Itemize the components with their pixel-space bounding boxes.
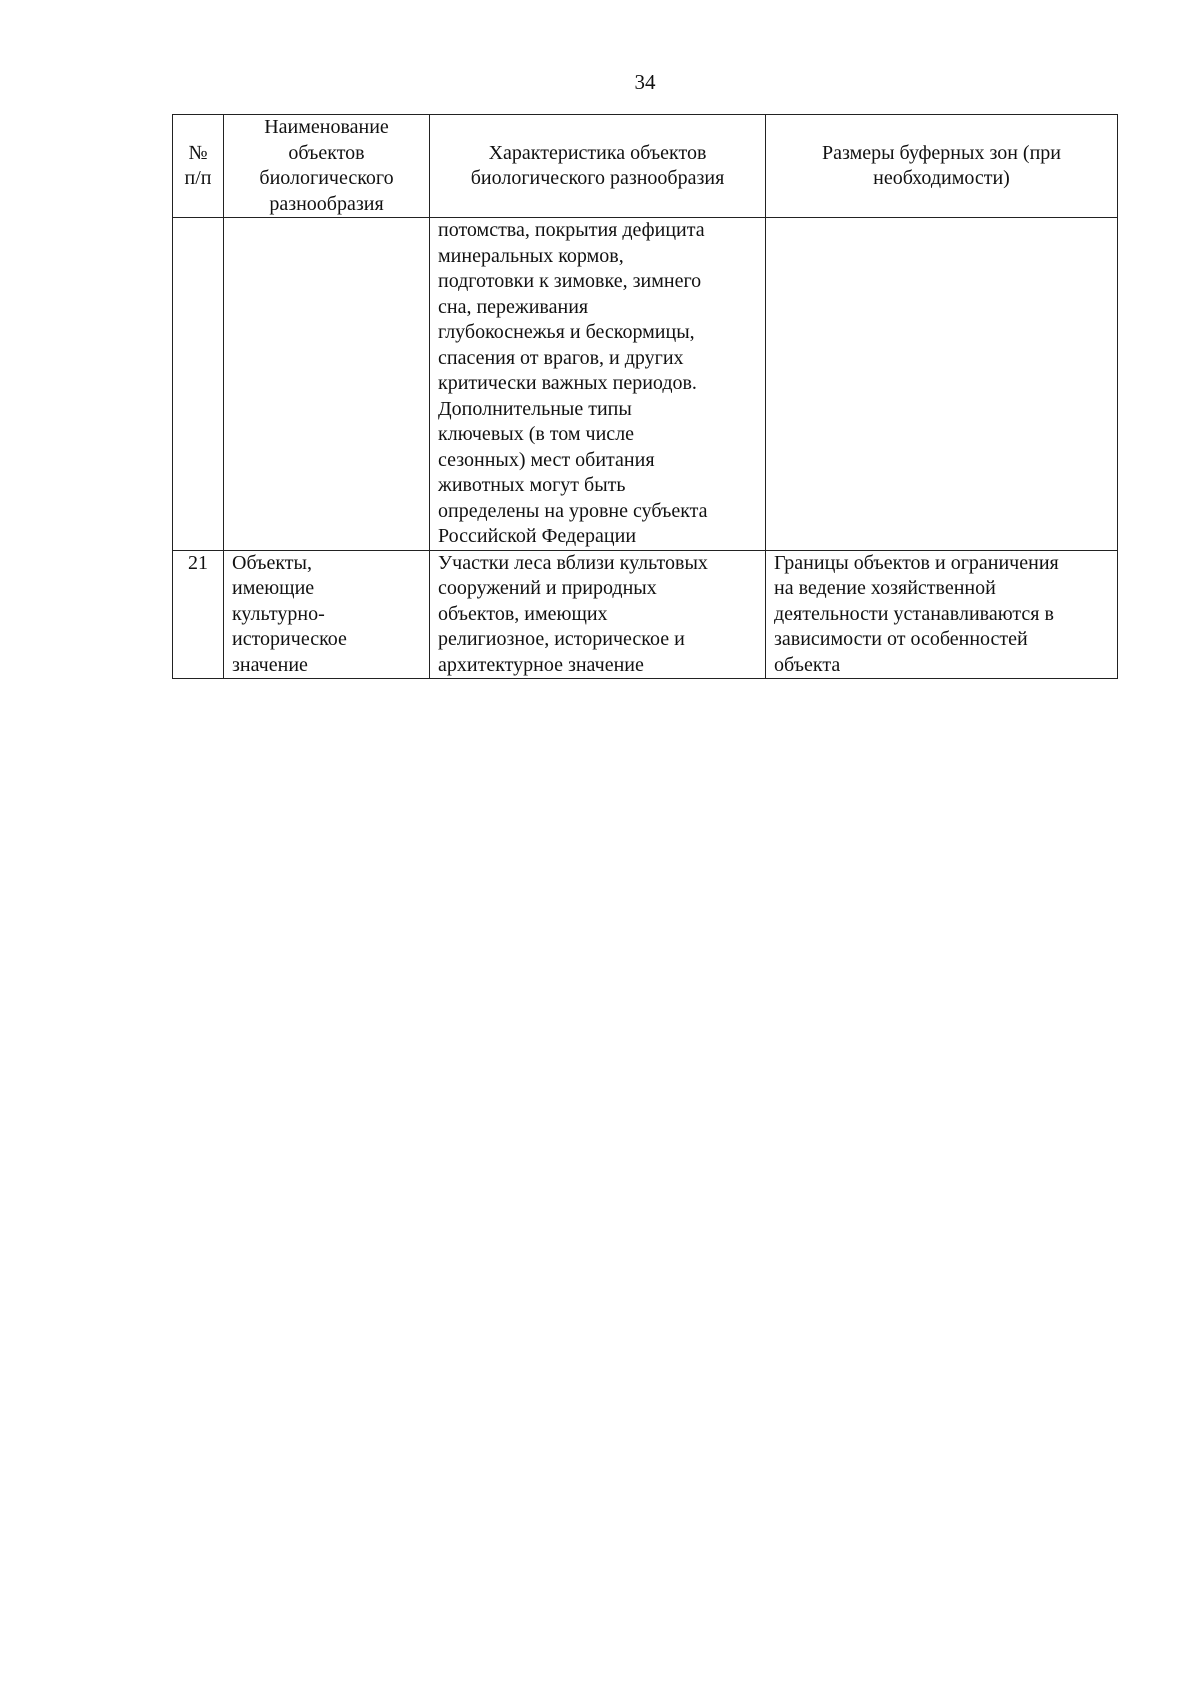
table-header [173,115,1118,218]
row-characteristic-cell: Участки леса вблизи культовых сооружений и природных объектов, имеющих религиозное, историческое и архитектурное значение [430,550,766,679]
header-row [173,115,1118,218]
row-name-cell: Объекты, имеющие культурно- историческое значение [224,550,430,679]
page-number: 34 [634,70,656,94]
row-buffer-cell: Границы объектов и ограничения на ведение хозяйственной деятельности устанавливаются в зависимости от особенностей объекта [766,550,1118,679]
row-characteristic-cell: потомства, покрытия дефицита минеральных кормов, подготовки к зимовке, зимнего сна, переживания глубокоснежья и бескормицы, спасения от врагов, и других критически важных периодов. Дополнительные типы ключевых (в том числе сезонных) мест обитания животных могут быть определены на уровне субъекта Российской Федерации [430,218,766,551]
header-buffer-zone: Размеры буферных зон (при необходимости) [766,115,1118,218]
row-buffer-cell [766,218,1118,551]
header-number: № п/п [173,115,224,218]
row-number-cell: 21 [173,550,224,679]
table-body [173,218,1118,679]
header-characteristic: Характеристика объектов биологического разнообразия [430,115,766,218]
biodiversity-table [172,114,1118,679]
table-row [173,550,1118,679]
row-name-cell [224,218,430,551]
row-number-cell [173,218,224,551]
header-object-name: Наименование объектов биологического разнообразия [224,115,430,218]
table-row [173,218,1118,551]
